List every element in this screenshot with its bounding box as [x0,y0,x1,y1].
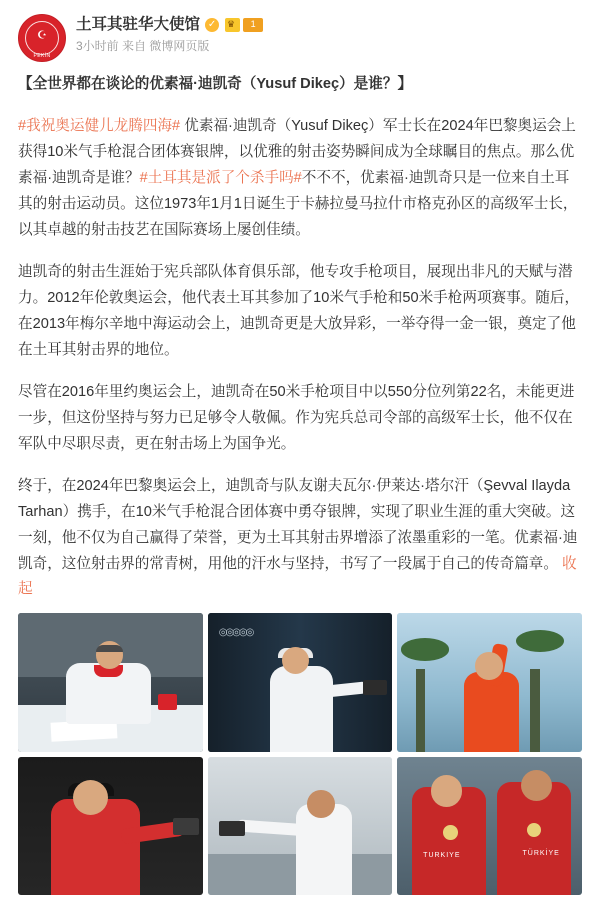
avatar-label: PEKİN [33,53,51,59]
scene-shooter-white-shirt [208,757,393,896]
post-paragraph-2: 迪凯奇的射击生涯始于宪兵部队体育俱乐部，他专攻手枪项目，展现出非凡的天赋与潜力。2012年伦敦奥运会，他代表土耳其参加了10米气手枪和50米手枪两项赛事。随后，在2013年梅尔辛地中海运动会上，迪凯奇更是大放异彩，一举夺得一金一银，奠定了他在土耳其射击界的地位。 [18,263,580,358]
scene-medalists: TURKIYE TÜRKİYE [397,757,582,896]
gallery-image-5[interactable] [208,757,393,896]
post-paragraph-3: 尽管在2016年里约奥运会上，迪凯奇在50米手枪项目中以550分位列第22名，未能更进一步，但这份坚持与努力已足够令人敬佩。作为宪兵总司令部的高级军士长，他不仅在军队中尽职尽责，更在射击场上为国争光。 [18,383,575,452]
paragraph-4-text: 终于，在2024年巴黎奥运会上，迪凯奇与队友谢夫瓦尔·伊莱达·塔尔汗（Şevval Ilayda Tarhan）携手，在10米气手枪混合团体赛中勇夺银牌，实现了职业生涯的重大突破。这一刻，他不仅为自己赢得了荣誉，更为土耳其射击界增添了浓墨重彩的一笔。优素福·迪凯奇，这位射击界的常青树，用他的汗水与坚持，书写了一段属于自己的传奇篇章。 [18,477,578,572]
post-paragraph-4 [18,474,582,604]
source-link[interactable]: 微博网页版 [149,38,210,53]
name-row [76,17,582,33]
gallery-image-6[interactable] [397,757,582,896]
crown-icon: ♛ [227,19,236,30]
header-text [76,14,582,52]
level-badge[interactable]: 1 [243,18,263,32]
post-header [18,14,582,62]
avatar[interactable] [18,14,66,62]
topic-link-1[interactable]: #我祝奥运健儿龙腾四海# [18,117,181,134]
paragraph-1-text-a: 优素福·迪凯奇（Yusuf Dikeç）军士长在2024年巴黎奥运会上获得10米气手枪混合团体赛银牌，以优雅的射击姿势瞬间成为全球瞩目的焦点。那么优素福·迪凯奇是谁？ [18,117,576,186]
gallery-image-1[interactable] [18,613,203,752]
gallery-image-4[interactable] [18,757,203,896]
collapse-button[interactable]: 收起 [18,555,577,598]
account-name[interactable]: 土耳其驻华大使馆 [76,16,201,33]
gallery-image-2[interactable] [208,613,393,752]
post-paragraph-1 [18,114,582,244]
post-title-paragraph [18,72,582,98]
source-prefix: 来自 [122,38,147,53]
post-content [18,72,582,603]
olympic-rings-icon: ◎◎◎◎◎ [218,627,253,639]
scene-shooter-aiming [208,613,393,752]
scene-man-at-desk [18,613,203,752]
image-gallery [18,613,582,895]
post-title: 【全世界都在谈论的优素福·迪凯奇（Yusuf Dikeç）是谁？】 [18,76,413,92]
verified-badge-icon: ✓ [205,18,219,32]
post-meta [76,40,582,52]
scene-celebration-outdoors [397,613,582,752]
scene-shooter-red-jacket [18,757,203,896]
topic-link-2[interactable]: #土耳其是派了个杀手吗# [139,169,302,186]
post-time: 3小时前 [76,38,119,53]
paragraph-1-text-b: 不不不，优素福·迪凯奇只是一位来自土耳其的射击运动员。这位1973年1月1日诞生于卡赫拉曼马拉什市格克孙区的高级军士长，以其卓越的射击技艺在国际赛场上屡创佳绩。 [18,169,578,238]
crown-badge[interactable] [225,18,240,32]
crescent-star-icon: ☪ [37,29,47,42]
gallery-image-3[interactable] [397,613,582,752]
